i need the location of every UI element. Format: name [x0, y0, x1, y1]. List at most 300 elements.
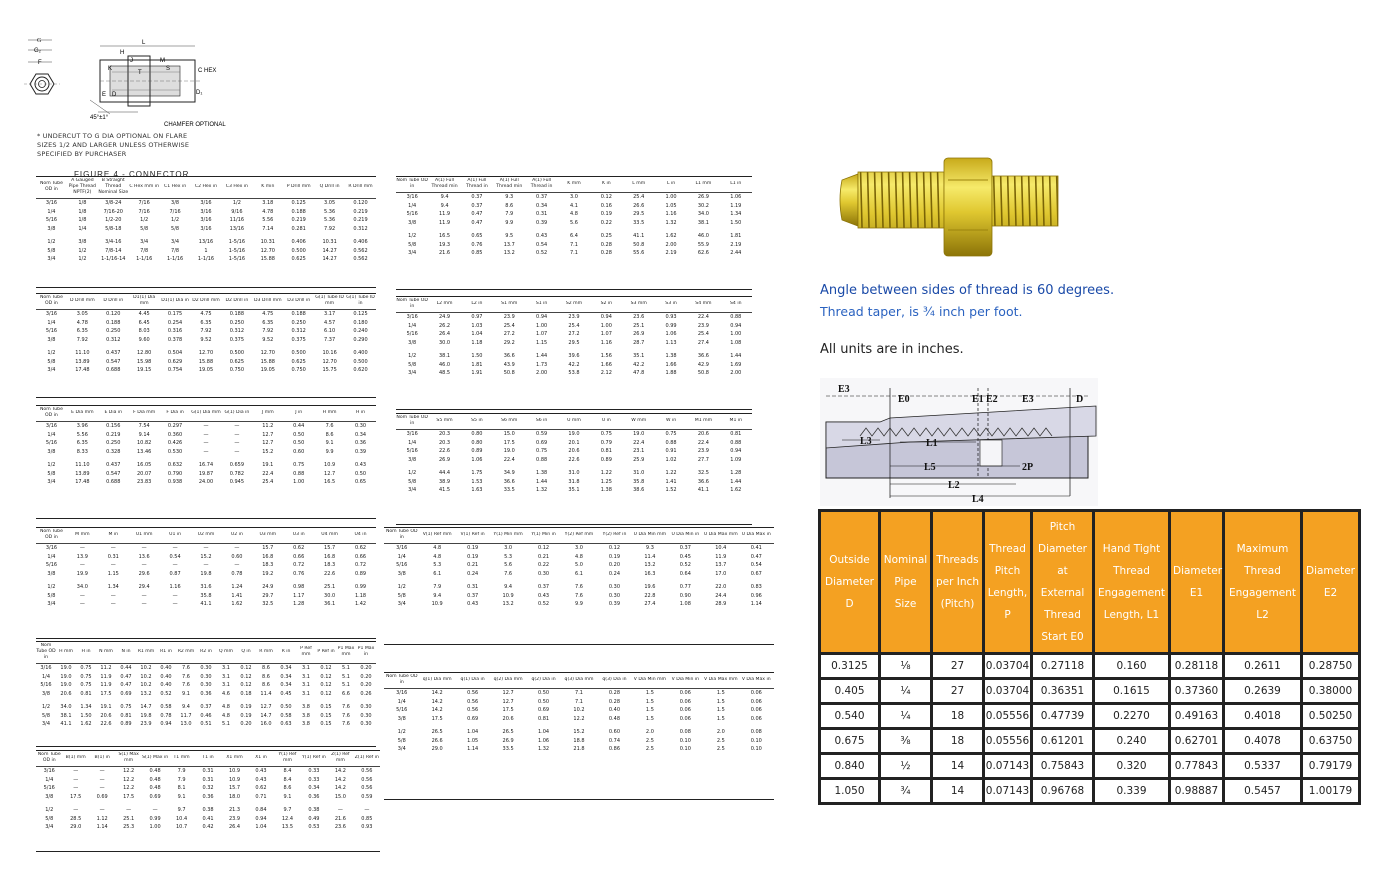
table-cell: 25.4 — [633, 194, 645, 200]
table-cell: 4.1 — [570, 202, 578, 209]
table-cell: 16.8 — [262, 553, 274, 560]
table-row — [396, 330, 752, 339]
table-cell: 19.05 — [260, 367, 275, 373]
table-cell: 1.16 — [169, 584, 181, 590]
table-cell: 5/8 — [41, 712, 51, 719]
table-cell: 9.52 — [262, 336, 274, 343]
dimension-table-11 — [36, 750, 380, 852]
table-row — [36, 681, 376, 690]
table-cell: 3/4 — [140, 239, 149, 245]
table-cell: 3.0 — [570, 194, 578, 200]
table-cell: 3/16 — [200, 217, 212, 223]
table-cell: 1.81 — [730, 233, 742, 239]
table-cell: 5/8 — [171, 225, 180, 232]
table-cell: — — [203, 448, 209, 455]
table-cell: 0.188 — [291, 311, 306, 317]
table-cell: 1/4 — [47, 431, 56, 438]
table-cell: 7.6 — [504, 570, 513, 577]
column-header: E Dia in — [104, 410, 123, 415]
table-cell: 3.1 — [222, 682, 230, 688]
spec-cell: 0.75843 — [1032, 754, 1094, 779]
table-cell: 62.6 — [697, 250, 709, 256]
table-cell: 0.84 — [255, 807, 267, 813]
table-cell: — — [141, 601, 147, 607]
table-cell: 1/2 — [47, 350, 56, 356]
table-cell: 5/16 — [406, 448, 418, 454]
column-header: P Ref in — [317, 649, 335, 654]
table-cell: — — [110, 601, 116, 607]
column-header: K in — [602, 181, 611, 186]
column-header: K min — [261, 184, 275, 189]
table-cell: 29.5 — [633, 211, 645, 217]
column-header: U3 in — [292, 532, 305, 537]
table-cell: — — [203, 545, 209, 551]
table-cell: 0.75 — [120, 704, 132, 710]
column-header: Z(1) Ref in — [354, 755, 379, 760]
column-header: J in — [295, 410, 303, 415]
table-cell: 1.56 — [600, 353, 612, 359]
table-cell: 14.2 — [334, 776, 346, 783]
table-cell: 0.19 — [240, 704, 252, 710]
table-cell: 15.2 — [200, 553, 212, 560]
table-cell: — — [234, 448, 240, 455]
table-cell: 1-5/16 — [228, 239, 245, 245]
table-row — [396, 447, 752, 456]
table-cell: 1/2 — [78, 256, 87, 262]
column-header: G(1) Tube ID mm — [315, 295, 344, 306]
table-header — [396, 297, 752, 313]
table-row — [36, 310, 376, 319]
table-cell: 1.00 — [730, 331, 742, 337]
table-cell: 5.3 — [504, 553, 513, 560]
column-header: L in — [666, 181, 676, 186]
table-cell: 0.93 — [665, 314, 677, 320]
table-cell: 35.1 — [568, 487, 580, 493]
table-cell: 17.5 — [70, 793, 82, 800]
column-header: Nom Tube OD in — [385, 674, 418, 685]
table-cell: 5/16 — [45, 562, 58, 568]
table-cell: 0.12 — [320, 665, 332, 671]
spec-cell: 0.98887 — [1170, 779, 1224, 804]
table-cell: 0.88 — [730, 314, 742, 320]
table-cell: 9/16 — [231, 208, 243, 215]
table-cell: 19.87 — [198, 470, 214, 477]
spec-cell: 0.07143 — [984, 779, 1032, 804]
column-header: S(1) Max in — [142, 755, 169, 760]
column-header: V Dia Min mm — [633, 677, 667, 682]
table-cell: 0.69 — [149, 793, 161, 800]
table-cell: 10.9 — [502, 592, 514, 599]
table-cell: 11.2 — [262, 423, 274, 429]
table-cell: 14.2 — [431, 690, 443, 696]
column-header: S2 mm — [565, 301, 583, 306]
table-cell: 0.297 — [167, 423, 183, 429]
table-cell: 12.70 — [260, 350, 275, 356]
table-cell: 13.89 — [75, 470, 90, 477]
table-cell: 0.20 — [240, 721, 252, 727]
spec-cell: 0.339 — [1094, 779, 1170, 804]
table-cell: 31.0 — [568, 470, 580, 476]
table-cell: 5.56 — [76, 431, 88, 438]
table-cell: 3/4 — [408, 250, 417, 256]
table-cell: 50.8 — [503, 370, 515, 376]
dimension-table-8 — [384, 527, 774, 645]
table-cell: 4.8 — [433, 545, 442, 551]
table-cell: 19.2 — [262, 570, 274, 577]
table-cell: 9.3 — [505, 194, 514, 200]
drawing-label-angle: 45°±1° — [90, 115, 109, 121]
table-cell: 19.0 — [633, 431, 645, 437]
column-header: E Dia mm — [71, 410, 94, 415]
table-cell: 7/8 — [171, 247, 180, 254]
table-cell: 9.7 — [283, 807, 292, 813]
table-cell: 1.75 — [471, 470, 483, 476]
table-cell: 0.41 — [202, 815, 214, 822]
spec-cell: ⅜ — [880, 729, 932, 754]
table-cell: 0.08 — [679, 729, 691, 735]
spec-cell: 0.36351 — [1032, 679, 1094, 704]
table-cell: 14.7 — [140, 704, 152, 710]
table-cell: 42.2 — [568, 361, 580, 368]
table-cell: 1.25 — [600, 478, 612, 485]
table-header — [384, 528, 774, 544]
table-cell: 0.43 — [255, 768, 267, 774]
table-cell: 0.44 — [120, 665, 132, 671]
table-cell: 0.28 — [600, 241, 612, 248]
table-cell: 0.98 — [293, 584, 305, 590]
spec-cell: 0.2639 — [1224, 679, 1302, 704]
table-row — [36, 823, 380, 832]
table-cell: 0.75 — [293, 462, 305, 468]
table-cell: 22.4 — [633, 439, 645, 446]
table-cell: 0.79 — [600, 439, 612, 446]
table-cell: 1/2 — [397, 584, 406, 590]
table-cell: 4.8 — [222, 704, 230, 710]
table-cell: 0.93 — [361, 824, 373, 830]
table-row — [36, 470, 376, 479]
table-cell: 0.15 — [320, 721, 332, 727]
table-cell: 5.1 — [342, 682, 350, 688]
table-row — [384, 583, 774, 592]
table-cell: 0.240 — [353, 328, 368, 334]
spec-cell: 0.28118 — [1170, 654, 1224, 679]
table-cell: 1/4 — [408, 202, 417, 209]
table-cell: 0.34 — [280, 665, 292, 671]
table-cell: 25.1 — [633, 322, 645, 329]
table-cell: — — [172, 601, 178, 607]
table-cell: 1.07 — [536, 331, 548, 337]
table-cell: 0.312 — [229, 328, 245, 334]
column-header: R2 in — [200, 649, 212, 654]
table-cell: 22.4 — [697, 439, 709, 446]
column-header: A Gauged Pipe Thread NPTF(2) — [68, 178, 96, 195]
spec-header-row — [820, 511, 1360, 654]
table-row — [384, 544, 774, 553]
connector-side-view — [90, 46, 203, 114]
table-cell: 3/4 — [397, 746, 406, 752]
table-cell: 1.81 — [471, 361, 483, 368]
table-cell: 17.5 — [503, 439, 515, 446]
table-cell: 24.4 — [715, 592, 727, 599]
table-row — [36, 199, 376, 208]
table-cell: 0.40 — [160, 665, 172, 671]
table-cell: 1.24 — [231, 584, 243, 590]
table-row — [36, 349, 376, 358]
drawing-label-c-hex: C HEX — [198, 68, 217, 74]
table-cell: 0.97 — [471, 314, 483, 320]
table-cell: 0.312 — [291, 328, 306, 334]
table-cell: 12.2 — [123, 768, 135, 774]
table-cell: 0.48 — [608, 715, 621, 722]
table-cell: 3.1 — [222, 673, 230, 680]
table-cell: 7.1 — [575, 690, 583, 696]
drawing-label-g: G — [37, 38, 42, 44]
table-row — [36, 793, 380, 802]
table-cell: 0.54 — [750, 562, 762, 568]
table-cell: 0.50 — [280, 704, 292, 710]
table-cell: 3/16 — [45, 423, 58, 429]
table-row — [36, 553, 376, 562]
table-cell: 0.120 — [353, 200, 368, 206]
table-cell: 4.78 — [262, 208, 274, 215]
table-cell: 1.62 — [665, 233, 677, 239]
table-cell: — — [337, 807, 343, 813]
table-cell: 0.12 — [320, 690, 332, 697]
table-cell: 0.94 — [600, 314, 612, 320]
table-cell: 7.92 — [200, 328, 212, 334]
table-cell: 26.9 — [502, 737, 514, 744]
table-cell: 1-1/16 — [166, 256, 184, 262]
table-cell: 0.75 — [536, 448, 548, 454]
table-cell: — — [73, 807, 79, 813]
table-cell: 3.05 — [324, 200, 336, 206]
table-cell: 24.9 — [262, 584, 274, 590]
table-cell: 0.94 — [536, 314, 548, 320]
diagram-label-d: D — [1076, 394, 1084, 405]
column-header: L2 mm — [436, 301, 453, 306]
table-cell: 11.2 — [100, 665, 112, 671]
spec-cell: 0.240 — [1094, 729, 1170, 754]
table-cell: 0.65 — [471, 233, 483, 239]
table-cell: 25.4 — [568, 322, 580, 329]
table-cell: 0.06 — [679, 690, 691, 696]
table-cell: — — [110, 592, 116, 599]
column-header: q(2) Dia in — [531, 677, 556, 682]
drawing-label-h: H — [120, 50, 125, 56]
table-cell: 0.406 — [353, 239, 368, 245]
table-cell: 5/16 — [40, 682, 52, 688]
table-cell: 21.3 — [228, 807, 241, 813]
table-cell: 7.92 — [262, 328, 274, 334]
column-header: Nom Tube OD in — [39, 181, 63, 192]
spec-cell: 0.405 — [820, 679, 880, 704]
table-cell: 0.77 — [679, 584, 691, 590]
table-cell: 5/8-18 — [105, 225, 122, 232]
diagram-label-e2: E2 — [986, 394, 998, 405]
table-cell: 4.8 — [433, 553, 442, 560]
table-cell: 13.2 — [503, 250, 515, 256]
table-cell: 0.19 — [467, 553, 479, 560]
table-cell: 0.43 — [536, 233, 548, 239]
table-cell: 0.400 — [353, 350, 368, 356]
table-cell: 3/16 — [396, 545, 408, 551]
column-header: D Drill mm — [70, 298, 95, 303]
table-cell: 0.632 — [167, 462, 183, 468]
table-cell: 0.688 — [106, 479, 121, 485]
table-cell: 0.790 — [167, 470, 183, 477]
table-cell: 7/8-14 — [105, 247, 122, 254]
table-cell: 7.1 — [575, 698, 583, 705]
connector-end-view — [24, 40, 60, 94]
column-header: U Dia Max mm — [703, 532, 738, 537]
table-cell: 11.9 — [438, 211, 451, 217]
table-cell: 12.2 — [123, 776, 135, 783]
column-header: Y(1) Min in — [531, 532, 556, 537]
table-cell: 2.12 — [600, 370, 612, 376]
table-cell: 0.56 — [467, 707, 479, 713]
diagram-label-l5: L5 — [924, 462, 936, 473]
table-cell: 35.8 — [633, 478, 645, 485]
table-cell: 1/2 — [47, 584, 56, 590]
table-cell: 0.188 — [229, 311, 245, 317]
table-cell: 0.219 — [353, 217, 368, 223]
table-row — [396, 478, 752, 487]
spec-cell: 0.61201 — [1032, 729, 1094, 754]
table-cell: 0.180 — [353, 319, 368, 326]
table-cell: 8.6 — [325, 431, 334, 438]
figure-title: FIGURE 4 - CONNECTOR — [74, 170, 190, 179]
table-cell: 15.0 — [334, 793, 346, 800]
table-row — [36, 255, 376, 264]
table-cell: 1.12 — [96, 815, 108, 822]
table-row — [36, 776, 380, 785]
column-header: J mm — [261, 410, 274, 415]
table-cell: 15.98 — [137, 358, 152, 365]
table-cell: 0.56 — [467, 690, 479, 696]
table-cell: 0.12 — [608, 545, 621, 551]
drawing-label-m: M — [160, 58, 165, 64]
table-cell: — — [73, 776, 79, 783]
table-cell: 11.9 — [715, 553, 727, 560]
table-cell: 1.16 — [665, 211, 677, 217]
table-cell: 1.06 — [537, 737, 550, 744]
table-cell: 22.6 — [100, 721, 112, 727]
table-cell: 7.6 — [575, 584, 583, 590]
table-cell: 1.15 — [107, 570, 119, 577]
table-cell: 16.05 — [137, 462, 152, 468]
thread-taper-diagram — [820, 378, 1098, 506]
table-cell: 1.03 — [471, 322, 483, 329]
table-cell: 0.96 — [750, 592, 762, 599]
table-cell: 0.316 — [167, 328, 183, 334]
dimension-table-9 — [36, 641, 376, 747]
table-cell: 0.50 — [537, 698, 550, 705]
table-cell: 1/4 — [45, 776, 54, 783]
drawing-label-d: D — [112, 92, 117, 98]
column-header: Nom Tube OD in — [39, 407, 63, 418]
table-cell: 0.43 — [537, 592, 550, 599]
table-cell: 7.9 — [433, 584, 442, 590]
table-cell: 1.38 — [600, 487, 612, 493]
column-header: L mm — [632, 181, 646, 186]
table-cell: 6.1 — [575, 570, 583, 577]
table-cell: 25.4 — [262, 479, 274, 485]
table-cell: 3.05 — [76, 311, 88, 317]
table-cell: 15.7 — [262, 545, 274, 551]
column-header: M1 mm — [694, 418, 713, 423]
table-cell: 0.75 — [80, 665, 92, 671]
table-cell: 21.8 — [573, 746, 585, 752]
table-cell: — — [234, 440, 240, 446]
table-cell: 17.0 — [715, 570, 727, 577]
table-cell: 0.81 — [730, 431, 742, 437]
table-cell: 33.5 — [633, 219, 645, 226]
table-cell: 9.1 — [283, 793, 292, 800]
column-header: Y(1) Ref in — [301, 755, 326, 760]
table-cell: 3.1 — [302, 665, 310, 671]
table-cell: 0.30 — [360, 704, 372, 710]
column-header: q(1) Dia in — [460, 677, 485, 682]
spec-cell: 0.50250 — [1302, 704, 1360, 729]
table-cell: 1/4 — [408, 439, 417, 446]
table-row — [36, 815, 380, 824]
table-cell: 46.0 — [438, 361, 451, 368]
column-header: S5 mm — [436, 418, 453, 423]
table-cell: 0.750 — [229, 367, 245, 373]
table-cell: 0.39 — [354, 448, 367, 455]
table-cell: 3/16 — [45, 545, 58, 551]
table-cell: 22.4 — [503, 456, 515, 463]
table-cell: 1/4 — [47, 208, 56, 215]
table-cell: 0.74 — [608, 737, 621, 744]
table-row — [36, 431, 376, 440]
table-cell: — — [234, 562, 240, 568]
table-cell: 1/4 — [408, 322, 417, 329]
table-cell: 9.1 — [177, 793, 186, 800]
column-header: B(1) mm — [65, 755, 86, 760]
spec-cell: 0.38000 — [1302, 679, 1360, 704]
column-header: Nom Tube OD in — [396, 178, 428, 189]
table-cell: 6.4 — [570, 233, 578, 239]
column-header: S6 in — [535, 418, 548, 423]
table-cell: 10.9 — [228, 776, 241, 783]
table-cell: 33.5 — [503, 487, 515, 493]
table-cell: 3/16 — [406, 194, 418, 200]
table-cell: 0.250 — [106, 328, 121, 334]
table-cell: 0.437 — [106, 350, 121, 356]
table-cell: 7/16 — [169, 208, 181, 215]
table-cell: 33.5 — [502, 746, 514, 752]
table-cell: 55.6 — [633, 250, 645, 256]
table-cell: 17.48 — [75, 367, 90, 373]
table-cell: 1/2 — [140, 217, 149, 223]
table-cell: 10.2 — [140, 682, 152, 688]
table-cell: 26.9 — [697, 194, 709, 200]
table-cell: 7.37 — [324, 336, 336, 343]
table-cell: 1.62 — [80, 721, 92, 727]
table-cell: 8.6 — [262, 665, 270, 671]
table-cell: 0.688 — [106, 367, 121, 373]
table-cell: 0.06 — [679, 715, 691, 722]
table-cell: 9.9 — [575, 601, 583, 607]
table-cell: 15.2 — [262, 448, 274, 455]
table-cell: 2.19 — [665, 250, 677, 256]
table-cell: 0.30 — [200, 682, 212, 688]
table-cell: 19.6 — [644, 584, 656, 590]
column-header: U2 mm — [197, 532, 215, 537]
column-header: L1 mm — [695, 181, 712, 186]
table-row — [396, 241, 752, 250]
